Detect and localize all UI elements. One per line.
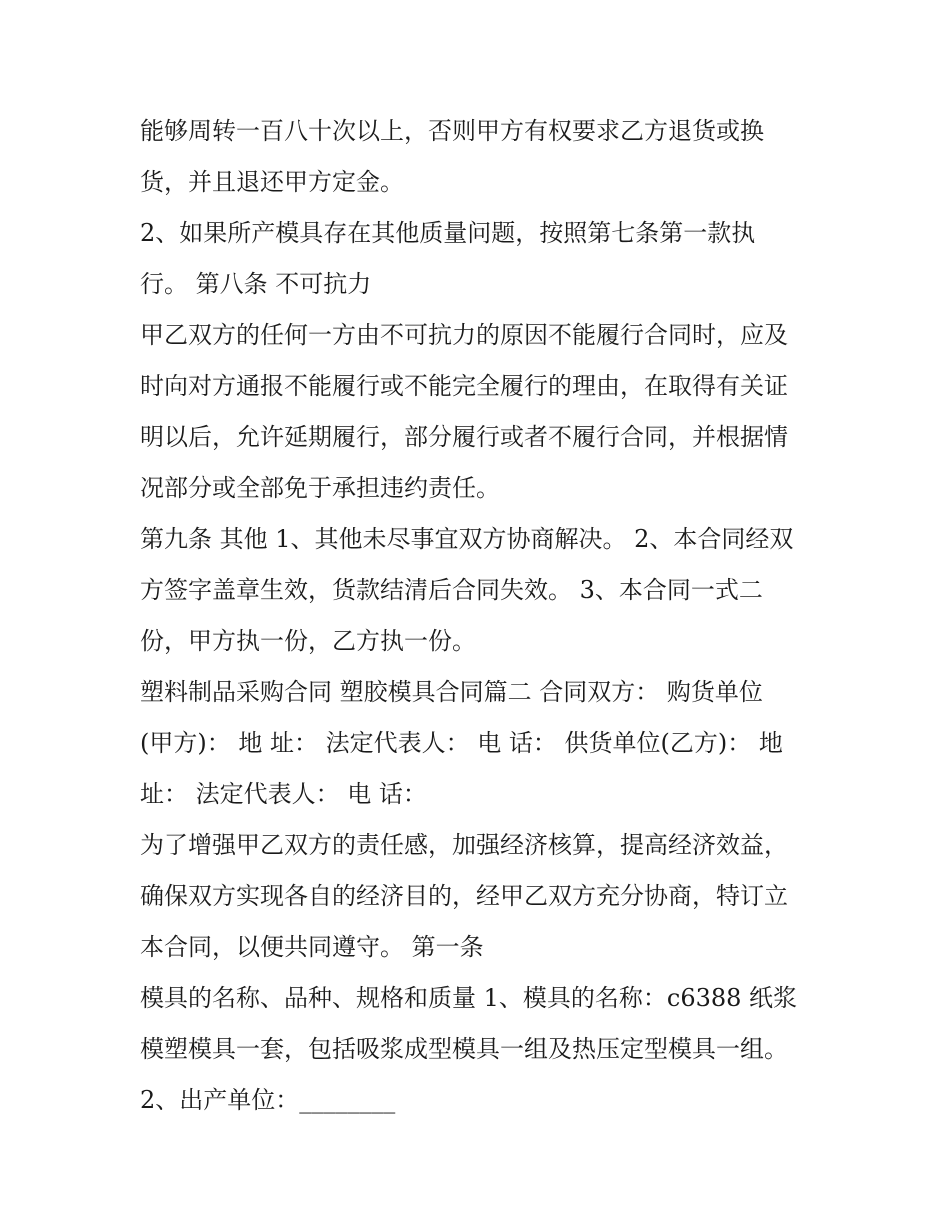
text-line: 甲乙双方的任何一方由不可抗力的原因不能履行合同时，应及 (140, 321, 788, 349)
text-line: 确保双方实现各自的经济目的，经甲乙双方充分协商，特订立 (140, 882, 788, 910)
text-line: 况部分或全部免于承担违约责任。 (140, 474, 500, 502)
text-line: 塑料制品采购合同 塑胶模具合同篇二 合同双方： 购货单位 (140, 678, 763, 706)
text-line: 时向对方通报不能履行或不能完全履行的理由，在取得有关证 (140, 372, 788, 400)
text-line: 货，并且退还甲方定金。 (140, 168, 404, 196)
text-line: 方签字盖章生效，货款结清后合同失效。 3、本合同一式二 (140, 576, 763, 604)
text-line: (甲方)： 地 址： 法定代表人： 电 话： 供货单位(乙方)： 地 (140, 729, 783, 757)
text-line: 能够周转一百八十次以上，否则甲方有权要求乙方退货或换 (140, 117, 764, 145)
text-line: 行。 第八条 不可抗力 (140, 270, 372, 298)
text-line: 明以后，允许延期履行，部分履行或者不履行合同，并根据情 (140, 423, 788, 451)
text-line: 2、出产单位：________ (140, 1086, 396, 1114)
text-line: 2、如果所产模具存在其他质量问题，按照第七条第一款执 (140, 219, 756, 247)
text-line: 第九条 其他 1、其他未尽事宜双方协商解决。 2、本合同经双 (140, 525, 794, 553)
text-line: 份，甲方执一份，乙方执一份。 (140, 627, 476, 655)
text-line: 址： 法定代表人： 电 话： (140, 780, 427, 808)
text-line: 模塑模具一套，包括吸浆成型模具一组及热压定型模具一组。 (140, 1035, 788, 1063)
text-line: 模具的名称、品种、规格和质量 1、模具的名称：c6388 纸浆 (140, 984, 798, 1012)
text-line: 本合同，以便共同遵守。 第一条 (140, 933, 484, 961)
document-body (140, 106, 820, 1126)
text-line: 为了增强甲乙双方的责任感，加强经济核算，提高经济效益， (140, 831, 788, 859)
